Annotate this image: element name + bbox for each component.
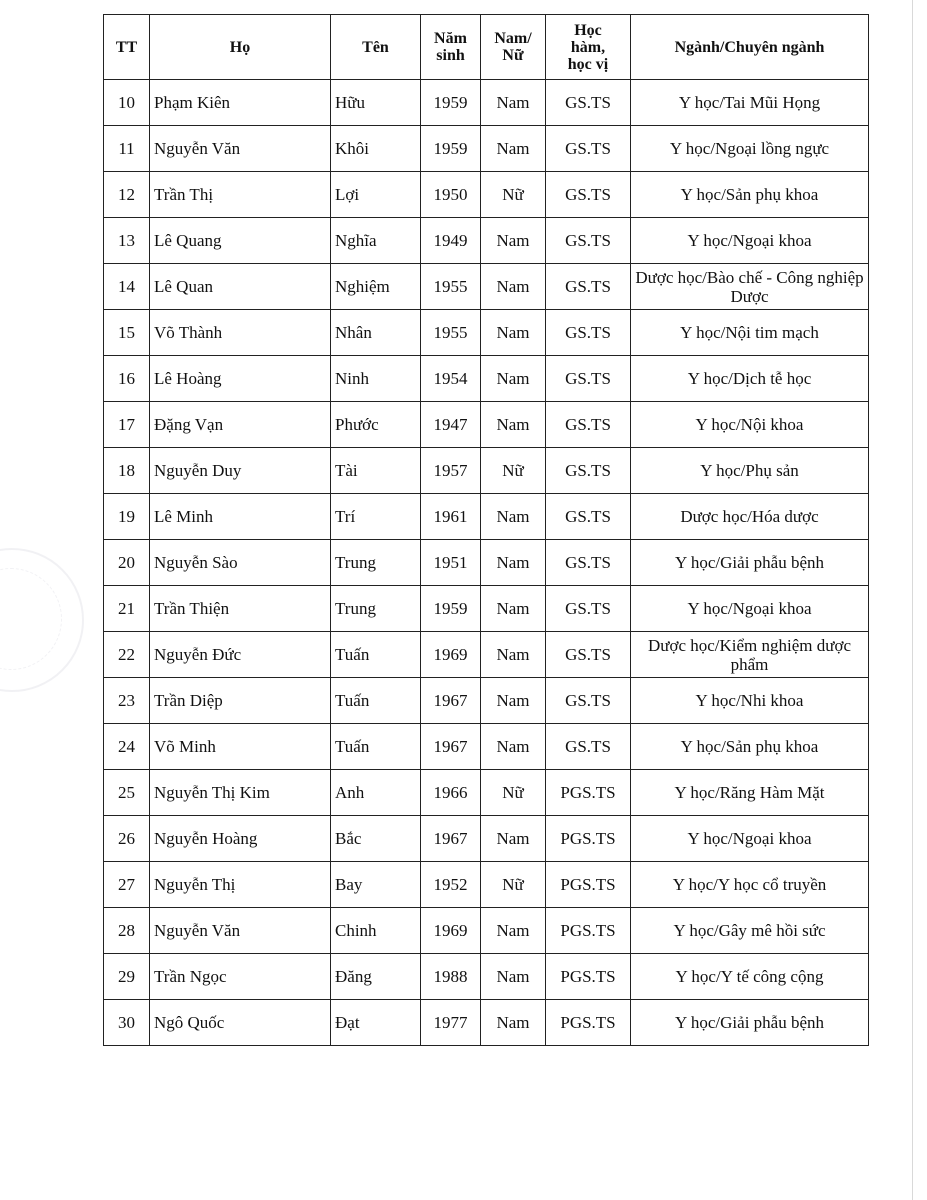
cell-nam-sinh: 1954	[421, 356, 481, 402]
cell-ten: Nhân	[331, 310, 421, 356]
cell-hoc-ham: GS.TS	[546, 80, 631, 126]
cell-ten: Đạt	[331, 1000, 421, 1046]
cell-ho: Nguyễn Hoàng	[150, 816, 331, 862]
cell-ten: Đăng	[331, 954, 421, 1000]
table-row	[104, 356, 869, 402]
cell-hoc-ham: GS.TS	[546, 356, 631, 402]
cell-ho: Nguyễn Văn	[150, 126, 331, 172]
table-row	[104, 632, 869, 678]
header-nganh-label: Ngành/Chuyên ngành	[674, 38, 825, 56]
header-ho	[150, 15, 331, 80]
cell-hoc-ham: GS.TS	[546, 448, 631, 494]
table-row	[104, 954, 869, 1000]
cell-tt: 11	[104, 126, 150, 172]
cell-ho: Lê Minh	[150, 494, 331, 540]
cell-hoc-ham: PGS.TS	[546, 862, 631, 908]
cell-gioi-tinh: Nam	[481, 80, 546, 126]
cell-nganh: Y học/Y học cổ truyền	[631, 862, 869, 908]
cell-hoc-ham: GS.TS	[546, 678, 631, 724]
cell-gioi-tinh: Nam	[481, 494, 546, 540]
table-row	[104, 448, 869, 494]
cell-tt: 23	[104, 678, 150, 724]
cell-hoc-ham: GS.TS	[546, 724, 631, 770]
cell-nam-sinh: 1955	[421, 264, 481, 310]
cell-nam-sinh: 1952	[421, 862, 481, 908]
cell-ten: Tài	[331, 448, 421, 494]
cell-hoc-ham: GS.TS	[546, 402, 631, 448]
cell-nganh: Y học/Dịch tễ học	[631, 356, 869, 402]
cell-nam-sinh: 1967	[421, 816, 481, 862]
cell-nam-sinh: 1947	[421, 402, 481, 448]
table-row	[104, 264, 869, 310]
cell-tt: 17	[104, 402, 150, 448]
table-row	[104, 678, 869, 724]
cell-tt: 27	[104, 862, 150, 908]
cell-ho: Lê Quan	[150, 264, 331, 310]
cell-nam-sinh: 1967	[421, 724, 481, 770]
page-edge-line	[912, 0, 913, 1200]
cell-hoc-ham: GS.TS	[546, 218, 631, 264]
cell-nganh: Y học/Sản phụ khoa	[631, 172, 869, 218]
cell-ho: Nguyễn Văn	[150, 908, 331, 954]
cell-ho: Nguyễn Sào	[150, 540, 331, 586]
header-gioi-tinh-label: Nam/ Nữ	[494, 30, 532, 64]
cell-nam-sinh: 1951	[421, 540, 481, 586]
cell-ho: Trần Diệp	[150, 678, 331, 724]
cell-nganh: Y học/Nội tim mạch	[631, 310, 869, 356]
cell-nam-sinh: 1967	[421, 678, 481, 724]
table-row	[104, 724, 869, 770]
cell-nganh: Dược học/Hóa dược	[631, 494, 869, 540]
cell-ho: Đặng Vạn	[150, 402, 331, 448]
cell-gioi-tinh: Nam	[481, 310, 546, 356]
cell-ho: Phạm Kiên	[150, 80, 331, 126]
cell-tt: 16	[104, 356, 150, 402]
table-row	[104, 540, 869, 586]
cell-tt: 22	[104, 632, 150, 678]
cell-hoc-ham: PGS.TS	[546, 954, 631, 1000]
header-ten	[331, 15, 421, 80]
cell-ten: Chinh	[331, 908, 421, 954]
cell-hoc-ham: GS.TS	[546, 310, 631, 356]
cell-gioi-tinh: Nam	[481, 540, 546, 586]
cell-nam-sinh: 1950	[421, 172, 481, 218]
cell-ten: Khôi	[331, 126, 421, 172]
cell-ten: Lợi	[331, 172, 421, 218]
cell-ten: Nghĩa	[331, 218, 421, 264]
table-row	[104, 126, 869, 172]
cell-gioi-tinh: Nam	[481, 586, 546, 632]
header-tt-label: TT	[115, 38, 138, 56]
cell-hoc-ham: GS.TS	[546, 172, 631, 218]
cell-gioi-tinh: Nam	[481, 126, 546, 172]
cell-nganh: Y học/Giải phẫu bệnh	[631, 540, 869, 586]
cell-tt: 24	[104, 724, 150, 770]
cell-gioi-tinh: Nam	[481, 402, 546, 448]
cell-ten: Bay	[331, 862, 421, 908]
cell-ho: Nguyễn Đức	[150, 632, 331, 678]
cell-nganh: Y học/Nhi khoa	[631, 678, 869, 724]
cell-gioi-tinh: Nam	[481, 724, 546, 770]
table-row	[104, 80, 869, 126]
cell-hoc-ham: PGS.TS	[546, 1000, 631, 1046]
table-row	[104, 770, 869, 816]
cell-hoc-ham: GS.TS	[546, 586, 631, 632]
cell-gioi-tinh: Nam	[481, 954, 546, 1000]
cell-nam-sinh: 1977	[421, 1000, 481, 1046]
cell-nganh: Y học/Ngoại khoa	[631, 218, 869, 264]
cell-ho: Nguyễn Duy	[150, 448, 331, 494]
header-gioi-tinh	[481, 15, 546, 80]
cell-nam-sinh: 1988	[421, 954, 481, 1000]
cell-ten: Ninh	[331, 356, 421, 402]
cell-gioi-tinh: Nam	[481, 908, 546, 954]
cell-ho: Ngô Quốc	[150, 1000, 331, 1046]
cell-nganh: Y học/Răng Hàm Mặt	[631, 770, 869, 816]
roster-body	[104, 80, 869, 1046]
cell-ho: Lê Quang	[150, 218, 331, 264]
cell-hoc-ham: GS.TS	[546, 494, 631, 540]
cell-tt: 13	[104, 218, 150, 264]
cell-hoc-ham: GS.TS	[546, 264, 631, 310]
header-ten-label: Tên	[362, 38, 389, 56]
header-nam-sinh	[421, 15, 481, 80]
cell-nganh: Y học/Y tế công cộng	[631, 954, 869, 1000]
cell-ho: Võ Minh	[150, 724, 331, 770]
table-row	[104, 816, 869, 862]
cell-ten: Phước	[331, 402, 421, 448]
cell-ho: Lê Hoàng	[150, 356, 331, 402]
table-row	[104, 862, 869, 908]
cell-ten: Tuấn	[331, 678, 421, 724]
cell-nam-sinh: 1961	[421, 494, 481, 540]
cell-nganh: Y học/Ngoại khoa	[631, 586, 869, 632]
cell-nam-sinh: 1955	[421, 310, 481, 356]
header-row	[104, 15, 869, 80]
cell-tt: 10	[104, 80, 150, 126]
table-row	[104, 1000, 869, 1046]
cell-tt: 29	[104, 954, 150, 1000]
cell-gioi-tinh: Nữ	[481, 862, 546, 908]
cell-tt: 15	[104, 310, 150, 356]
cell-tt: 25	[104, 770, 150, 816]
cell-hoc-ham: PGS.TS	[546, 816, 631, 862]
cell-ten: Tuấn	[331, 632, 421, 678]
cell-tt: 18	[104, 448, 150, 494]
cell-tt: 20	[104, 540, 150, 586]
cell-nganh: Dược học/Kiểm nghiệm dược phẩm	[631, 632, 869, 678]
cell-tt: 30	[104, 1000, 150, 1046]
cell-nam-sinh: 1959	[421, 586, 481, 632]
header-ho-label: Họ	[229, 38, 251, 56]
cell-tt: 14	[104, 264, 150, 310]
cell-ten: Tuấn	[331, 724, 421, 770]
table-row	[104, 908, 869, 954]
cell-ten: Trung	[331, 586, 421, 632]
table-row	[104, 172, 869, 218]
cell-tt: 21	[104, 586, 150, 632]
roster-table	[103, 14, 869, 1046]
header-nam-sinh-label: Năm sinh	[434, 30, 467, 64]
cell-nganh: Y học/Giải phẫu bệnh	[631, 1000, 869, 1046]
cell-nganh: Y học/Ngoại khoa	[631, 816, 869, 862]
cell-ho: Trần Ngọc	[150, 954, 331, 1000]
cell-ten: Bắc	[331, 816, 421, 862]
cell-gioi-tinh: Nam	[481, 264, 546, 310]
table-row	[104, 218, 869, 264]
cell-hoc-ham: GS.TS	[546, 126, 631, 172]
table-row	[104, 494, 869, 540]
cell-nam-sinh: 1957	[421, 448, 481, 494]
cell-ten: Trung	[331, 540, 421, 586]
cell-gioi-tinh: Nữ	[481, 770, 546, 816]
cell-nam-sinh: 1959	[421, 80, 481, 126]
cell-nam-sinh: 1966	[421, 770, 481, 816]
cell-nam-sinh: 1959	[421, 126, 481, 172]
cell-tt: 19	[104, 494, 150, 540]
cell-ho: Nguyễn Thị Kim	[150, 770, 331, 816]
cell-tt: 12	[104, 172, 150, 218]
cell-gioi-tinh: Nữ	[481, 448, 546, 494]
cell-gioi-tinh: Nam	[481, 678, 546, 724]
cell-hoc-ham: PGS.TS	[546, 770, 631, 816]
table-row	[104, 586, 869, 632]
cell-ho: Nguyễn Thị	[150, 862, 331, 908]
cell-gioi-tinh: Nữ	[481, 172, 546, 218]
cell-nam-sinh: 1969	[421, 632, 481, 678]
cell-ho: Trần Thị	[150, 172, 331, 218]
cell-gioi-tinh: Nam	[481, 1000, 546, 1046]
cell-ten: Hữu	[331, 80, 421, 126]
cell-ten: Anh	[331, 770, 421, 816]
cell-nam-sinh: 1949	[421, 218, 481, 264]
cell-tt: 26	[104, 816, 150, 862]
cell-nganh: Y học/Phụ sản	[631, 448, 869, 494]
table-row	[104, 402, 869, 448]
cell-gioi-tinh: Nam	[481, 356, 546, 402]
cell-nganh: Y học/Nội khoa	[631, 402, 869, 448]
cell-gioi-tinh: Nam	[481, 218, 546, 264]
header-hoc-ham-label: Học hàm, học vị	[567, 21, 609, 73]
cell-nganh: Y học/Sản phụ khoa	[631, 724, 869, 770]
cell-hoc-ham: GS.TS	[546, 632, 631, 678]
cell-ten: Nghiệm	[331, 264, 421, 310]
cell-hoc-ham: GS.TS	[546, 540, 631, 586]
header-tt	[104, 15, 150, 80]
cell-ten: Trí	[331, 494, 421, 540]
cell-nganh: Dược học/Bào chế - Công nghiệp Dược	[631, 264, 869, 310]
cell-gioi-tinh: Nam	[481, 632, 546, 678]
header-nganh	[631, 15, 869, 80]
cell-ho: Trần Thiện	[150, 586, 331, 632]
cell-ho: Võ Thành	[150, 310, 331, 356]
cell-hoc-ham: PGS.TS	[546, 908, 631, 954]
header-hoc-ham	[546, 15, 631, 80]
cell-nganh: Y học/Gây mê hồi sức	[631, 908, 869, 954]
cell-tt: 28	[104, 908, 150, 954]
cell-nam-sinh: 1969	[421, 908, 481, 954]
cell-nganh: Y học/Ngoại lồng ngực	[631, 126, 869, 172]
cell-gioi-tinh: Nam	[481, 816, 546, 862]
table-row	[104, 310, 869, 356]
cell-nganh: Y học/Tai Mũi Họng	[631, 80, 869, 126]
